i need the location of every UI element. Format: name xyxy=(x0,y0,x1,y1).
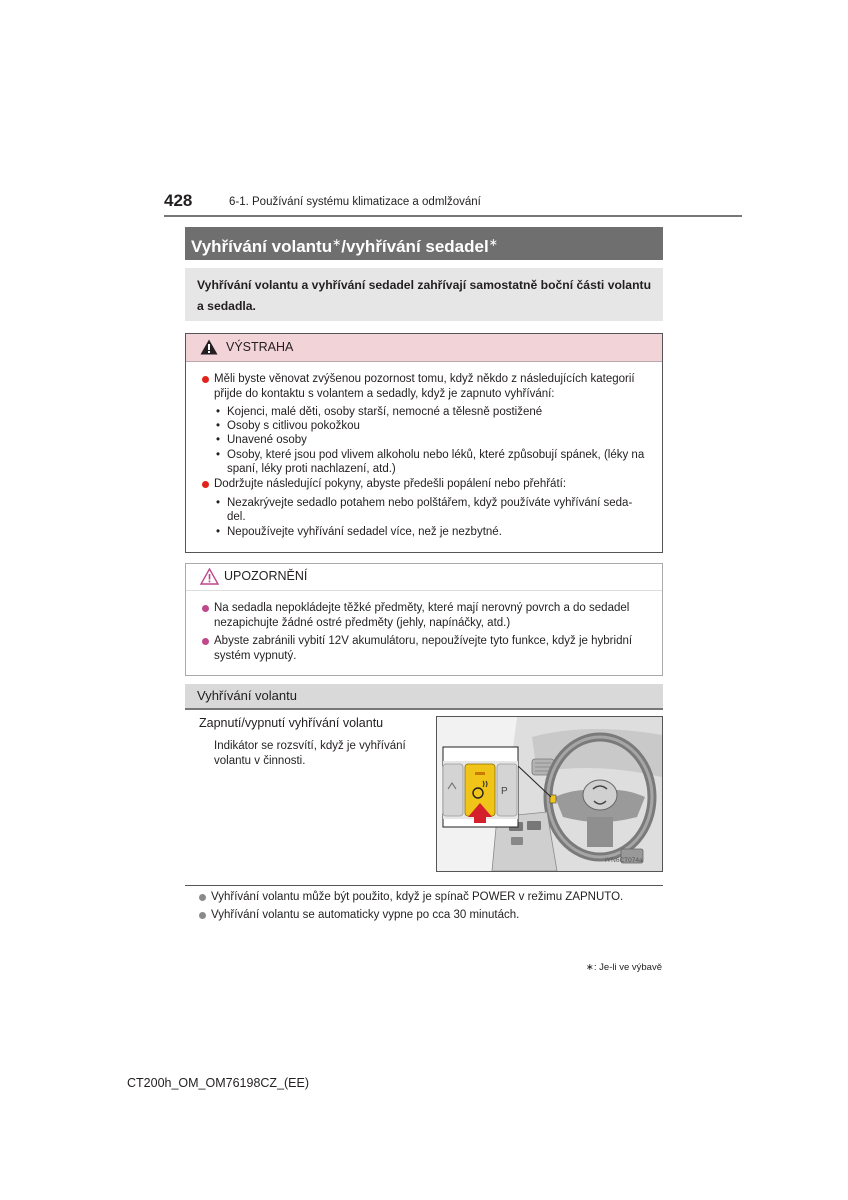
caution-item-text: systém vypnutý. xyxy=(214,650,297,662)
note-bullet-icon xyxy=(199,912,206,919)
section-title-part1: Vyhřívání volantu xyxy=(191,237,333,256)
dashboard-illustration-icon xyxy=(437,717,662,871)
warning-item-text: Dodržujte následující pokyny, abyste předešli popálení nebo přehřátí: xyxy=(214,478,567,490)
step-title: Zapnutí/vypnutí vyhřívání volantu xyxy=(199,716,384,730)
step-description: volantu v činnosti. xyxy=(214,755,306,767)
caution-box xyxy=(185,563,663,676)
caution-item-text: Na sedadla nepokládejte těžké předměty, které mají nerovný povrch a do sedadel xyxy=(214,602,630,614)
asterisk-icon: ∗ xyxy=(332,237,342,249)
caution-title: UPOZORNĚNÍ xyxy=(224,569,308,583)
warning-subitem: spaní, léky proti nachlazení, atd.) xyxy=(227,463,396,475)
section-title-part2: /vyhřívání sedadel xyxy=(341,237,489,256)
note-text: Vyhřívání volantu se automaticky vypne po cca 30 minutách. xyxy=(211,909,520,921)
footnote: ∗: Je-li ve výbavě xyxy=(585,962,662,973)
document-code: CT200h_OM_OM76198CZ_(EE) xyxy=(127,1076,310,1090)
header-divider xyxy=(164,215,742,217)
warning-box xyxy=(185,333,663,553)
warning-title: VÝSTRAHA xyxy=(226,340,294,354)
dashboard-figure xyxy=(436,716,663,872)
warning-bullet-icon xyxy=(202,481,209,488)
note-bullet-icon xyxy=(199,894,206,901)
dot-icon: • xyxy=(216,449,221,461)
warning-item-text: přijde do kontaktu s volantem a sedadly, když je zapnuto vyhřívání: xyxy=(214,388,555,400)
dot-icon: • xyxy=(216,406,221,418)
caution-bullet-icon xyxy=(202,638,209,645)
warning-subitem: Nezakrývejte sedadlo potahem nebo polštářem, když používáte vyhřívání seda- xyxy=(227,497,633,509)
dot-icon: • xyxy=(216,420,221,432)
warning-subitem: Nepoužívejte vyhřívání sedadel více, než je nezbytné. xyxy=(227,526,502,538)
intro-line: a sedadla. xyxy=(197,299,256,313)
intro-box xyxy=(185,268,663,321)
caution-header xyxy=(186,564,662,591)
caution-bullet-icon xyxy=(202,605,209,612)
warning-header xyxy=(186,334,662,362)
svg-text:P: P xyxy=(501,786,508,797)
warning-subitem: Unavené osoby xyxy=(227,434,307,446)
asterisk-icon: ∗ xyxy=(488,237,498,249)
warning-subitem: Osoby s citlivou pokožkou xyxy=(227,420,360,432)
warning-bullet-icon xyxy=(202,376,209,383)
image-code: IYN6CT074a xyxy=(605,857,643,864)
chapter-title: 6-1. Používání systému klimatizace a odmlžování xyxy=(229,196,481,208)
page-number: 428 xyxy=(164,191,193,210)
dot-icon: • xyxy=(216,526,221,538)
warning-subitem: Osoby, které jsou pod vlivem alkoholu nebo léků, které způsobují spánek, (léky na xyxy=(227,449,645,461)
dot-icon: • xyxy=(216,497,221,509)
intro-line: Vyhřívání volantu a vyhřívání sedadel zahřívají samostatně boční části volantu xyxy=(197,278,652,292)
caution-item-text: Abyste zabránili vybití 12V akumulátoru, nepoužívejte tyto funkce, když je hybridní xyxy=(214,635,633,647)
warning-subitem: del. xyxy=(227,511,246,523)
warning-item-text: Měli byste věnovat zvýšenou pozornost tomu, když někdo z následujících kategorií xyxy=(214,373,635,385)
warning-subitem: Kojenci, malé děti, osoby starší, nemocné a tělesně postižené xyxy=(227,406,543,418)
section-title xyxy=(185,227,663,260)
dot-icon: • xyxy=(216,434,221,446)
step-description: Indikátor se rozsvítí, když je vyhřívání xyxy=(214,740,406,752)
warning-triangle-icon xyxy=(200,339,218,355)
note-text: Vyhřívání volantu může být použito, když je spínač POWER v režimu ZAPNUTO. xyxy=(211,891,624,903)
figure-divider xyxy=(185,885,663,886)
caution-triangle-icon xyxy=(200,568,219,585)
subsection-title: Vyhřívání volantu xyxy=(185,684,663,710)
caution-item-text: nezapichujte žádné ostré předměty (jehly, napínáčky, atd.) xyxy=(214,617,511,629)
